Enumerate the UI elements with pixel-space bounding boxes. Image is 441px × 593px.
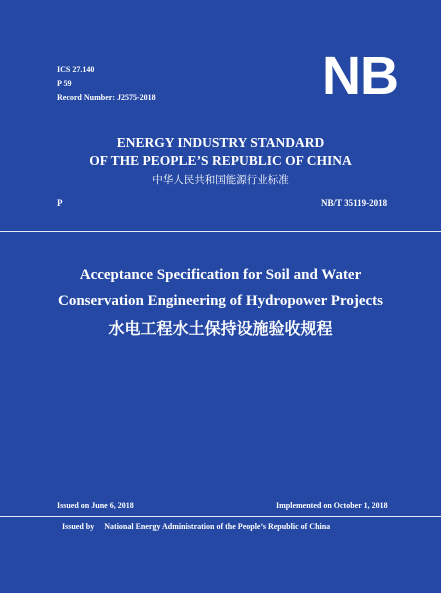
issuer-line — [62, 522, 330, 531]
ics-number: ICS 27.140 — [57, 65, 95, 74]
category-code: P — [57, 198, 63, 208]
standard-title-line1: ENERGY INDUSTRY STANDARD — [116, 135, 325, 150]
implementation-date: Implemented on October 1, 2018 — [276, 501, 388, 510]
p-number: P 59 — [57, 79, 72, 88]
document-title-line2: Conservation Engineering of Hydropower Projects — [58, 293, 383, 309]
standard-code: NB/T 35119-2018 — [321, 198, 388, 208]
document-title — [0, 262, 441, 344]
issue-date: Issued on June 6, 2018 — [57, 501, 134, 510]
issuer-label: Issued by — [62, 522, 95, 531]
standard-title-line2: OF THE PEOPLE’S REPUBLIC OF CHINA — [89, 153, 352, 168]
record-number: Record Number: J2575-2018 — [57, 93, 156, 102]
standard-title-chinese: 中华人民共和国能源行业标准 — [152, 174, 289, 186]
top-divider — [0, 231, 441, 232]
standard-title — [0, 134, 441, 190]
nb-logo: NB — [322, 46, 398, 106]
document-title-chinese: 水电工程水土保持设施验收规程 — [108, 319, 333, 338]
issuer-organization: National Energy Administration of the People’s Republic of China — [104, 522, 331, 531]
document-title-line1: Acceptance Specification for Soil and Water — [79, 267, 362, 283]
bottom-divider — [0, 516, 441, 517]
classification-block — [57, 63, 156, 105]
